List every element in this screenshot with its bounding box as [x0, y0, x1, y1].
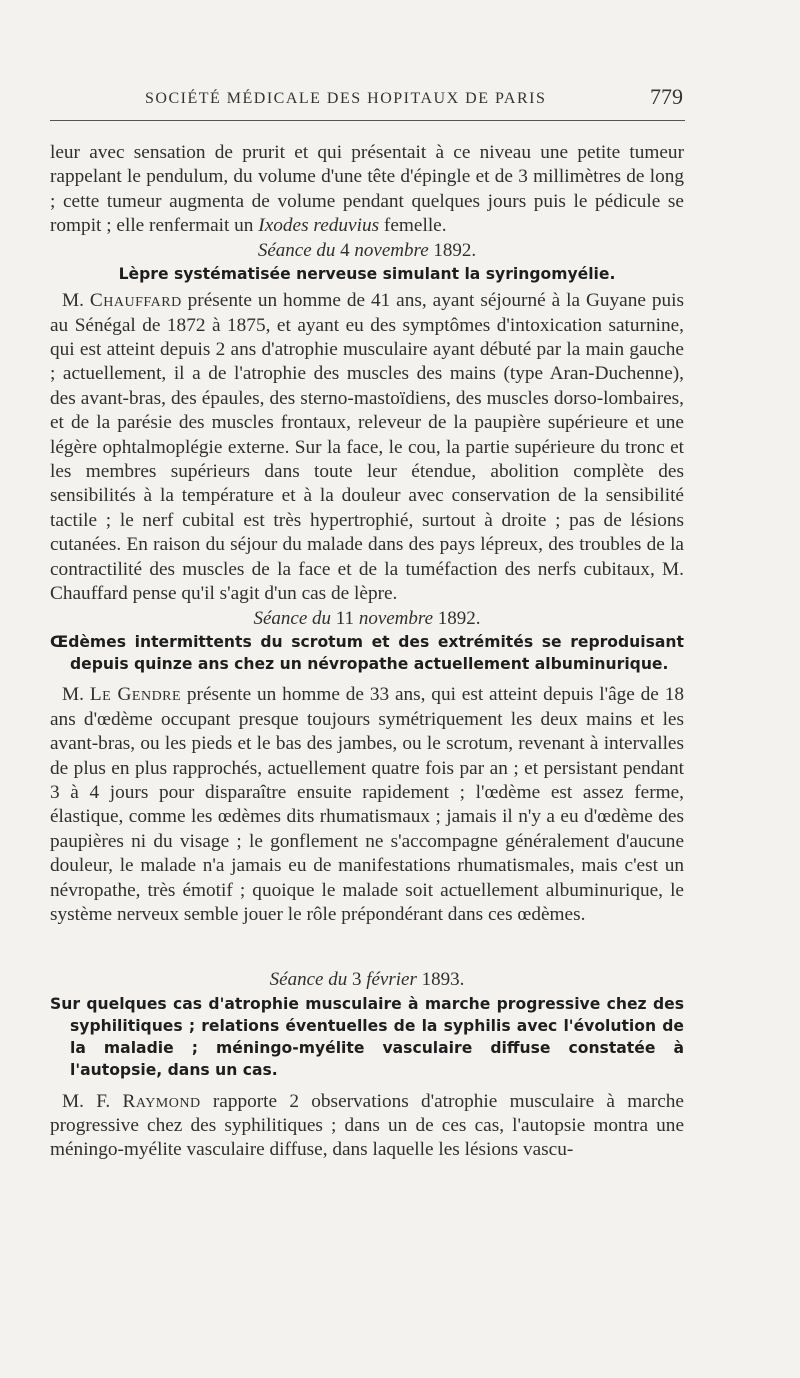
session-date: Séance du 11 novembre 1892.	[253, 607, 481, 629]
page-header	[50, 80, 685, 121]
running-title: SOCIÉTÉ MÉDICALE DES HOPITAUX DE PARIS	[145, 90, 547, 107]
intro-text-end: femelle.	[379, 215, 447, 237]
section-title: Lèpre systématisée nerveuse simulant la syringomyélie.	[118, 265, 616, 284]
session-date: Séance du 3 février 1893.	[269, 969, 465, 991]
page-body	[50, 141, 684, 1163]
session-date: Séance du 4 novembre 1892.	[257, 239, 477, 261]
speaker-name: Le Gendre	[89, 684, 182, 706]
section-body: M. Chauffard présente un homme de 41 ans, ayant séjourné à la Guyane puis au Sénégal de 1872 à 1875, et ayant eu des symptômes d'intoxication saturnine, qui est atteint depuis 2 ans d'atrophie musculaire ayant débuté par la main gauche ; actuellement, il a de l'atrophie des muscles des mains (type Aran-Duchenne), des avant-bras, des épaules, des sterno-mastoïdiens, des muscles dorso-lombaires, et de la parésie des muscles frontaux, releveur de la paupière supérieure et une légère ophtalmoplégie externe. Sur la face, le cou, la partie supérieure du tronc et les membres supérieurs dans toute leur étendue, abolition complète des sensibilités à la température et à la douleur avec conservation de la sensibilité tactile ; le nerf cubital est très hypertrophié, surtout à droite ; pas de lésions cutanées. En raison du séjour du malade dans des pays lépreux, des troubles de la contractilité des muscles de la face et de la tuméfaction des nerfs cubitaux, M. Chauffard pense qu'il s'agit d'un cas de lèpre.	[50, 290, 684, 605]
species-name: Ixodes reduvius	[258, 215, 380, 237]
section-body: M. F. Raymond rapporte 2 observations d'atrophie musculaire à marche progressive chez des syphilitiques ; dans un de ces cas, l'autopsie montra une méningo-myélite vasculaire diffuse, dans laquelle les lésions vascu-	[50, 1090, 684, 1161]
section-body: M. Le Gendre présente un homme de 33 ans, qui est atteint depuis l'âge de 18 ans d'œdème occupant presque toujours symétriquement les deux mains et les avant-bras, ou les pieds et le bas des jambes, ou le scrotum, revenant à intervalles de plus en plus rapprochés, actuellement quatre fois par an ; et persistant pendant 3 à 4 jours pour disparaître ensuite rapidement ; l'œdème est assez ferme, élastique, comme les œdèmes dits rhumatismaux ; jamais il n'y a eu d'œdème des paupières ni du visage ; le gonflement ne s'accompagne généralement d'aucune douleur, le malade n'a jamais eu de manifestations rhumatismales, mais c'est un névropathe, très émotif ; quoique le malade soit actuellement albuminurique, le système nerveux semble jouer le rôle prépondérant dans ces œdèmes.	[50, 684, 684, 925]
section-title: Œdèmes intermittents du scrotum et des extrémités se reproduisant depuis quinze ans chez un névropathe actuellement albuminurique.	[50, 632, 684, 674]
speaker-name: Chauffard	[89, 290, 182, 312]
intro-paragraph	[50, 141, 684, 239]
intro-text: leur avec sensation de prurit et qui présentait à ce niveau une petite tumeur rappelant le pendulum, du volume d'une tête d'épingle et de 3 millimètres de long ; cette tumeur augmenta de volume pendant quelques jours puis le pédicule se rompit ; elle renfermait un	[50, 142, 684, 237]
section-title: Sur quelques cas d'atrophie musculaire à marche progressive chez des syphilitiques ; relations éventuelles de la syphilis avec l'évolution de la maladie ; méningo-myélite vasculaire diffuse constatée à l'autopsie, dans un cas.	[50, 994, 684, 1080]
page-number: 779	[650, 84, 683, 109]
speaker-name: Raymond	[122, 1090, 201, 1112]
